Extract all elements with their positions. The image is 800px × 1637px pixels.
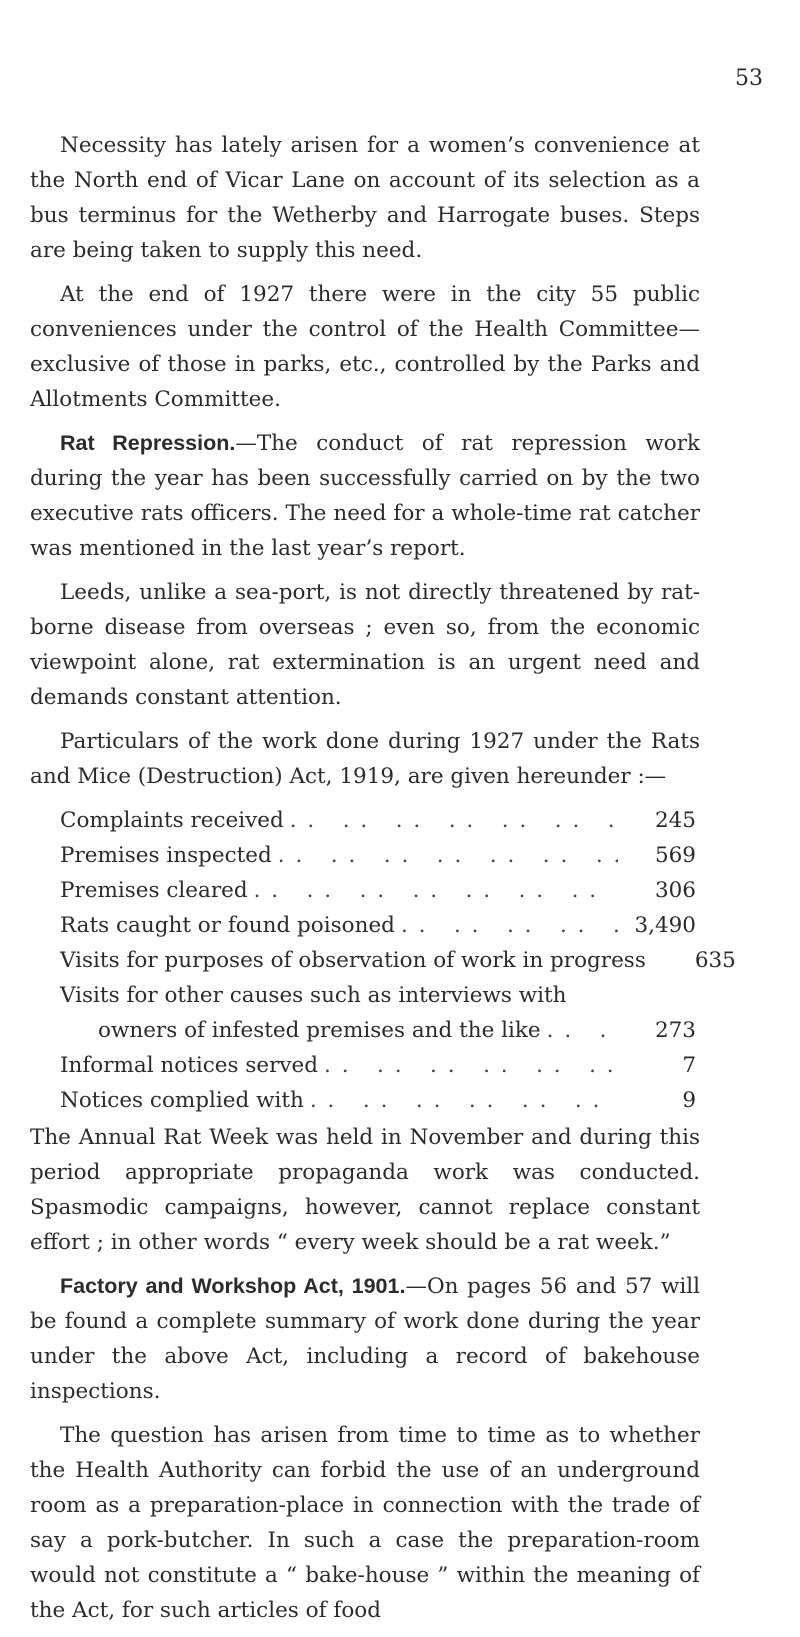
paragraph-underground-room: The question has arisen from time to time as to whether the Health Authority can forbid the use of an underground room as a preparation-place in connection with the trade of say a pork-butcher. In such a case the preparation-room would not constitute a “ bake-house ” within the meaning of the Act, for such articles of food: [30, 1423, 700, 1623]
stat-row: [60, 1048, 700, 1083]
leader-dots: [248, 873, 618, 908]
stat-row: [60, 908, 700, 943]
stat-value: 245: [654, 808, 696, 833]
page-number: 53: [735, 66, 763, 91]
paragraph-womens-convenience: Necessity has lately arisen for a women’s convenience at the North end of Vicar Lane on account of its selection as a bus terminus for the Wetherby and Harrogate buses. Steps are being taken to supply this need.: [30, 133, 700, 263]
stat-row: [60, 943, 736, 978]
paragraph-rat-week: The Annual Rat Week was held in November and during this period appropriate propaganda work was conducted. Spasmodic campaigns, however, cannot replace constant effort ; in other words “ every week should be a rat week.”: [30, 1125, 700, 1255]
document-body: [30, 128, 736, 1637]
paragraph-public-conveniences: At the end of 1927 there were in the city 55 public conveniences under the control of the Health Committee—exclusive of those in parks, etc., controlled by the Parks and Allotments Committee.: [30, 282, 700, 412]
stat-row-continuation: [60, 1013, 700, 1048]
stat-label: Premises inspected: [60, 843, 272, 868]
rat-statistics-list: [30, 803, 736, 1118]
stat-value: 273: [654, 1018, 696, 1043]
stat-row: [60, 803, 700, 838]
paragraph-rat-repression: [30, 426, 700, 566]
stat-label: Premises cleared: [60, 878, 248, 903]
paragraph-sea-port: Leeds, unlike a sea-port, is not directly threatened by rat-borne disease from overseas ; even so, from the economic viewpoint alone, rat extermination is an urgent need and demands constant attention.: [30, 580, 700, 710]
stat-label: Visits for other causes such as interviews with: [60, 983, 567, 1008]
section-heading-factory-workshop: Factory and Workshop Act, 1901.: [60, 1274, 406, 1298]
stat-row: [60, 978, 700, 1048]
paragraph-particulars: Particulars of the work done during 1927 under the Rats and Mice (Destruction) Act, 1919, are given hereunder :—: [30, 729, 700, 789]
stat-label: Informal notices served: [60, 1053, 319, 1078]
stat-label: Complaints received: [60, 808, 284, 833]
stat-value: 635: [694, 948, 736, 973]
stat-value: 7: [682, 1053, 696, 1078]
stat-value: 9: [682, 1088, 696, 1113]
stat-label: Visits for purposes of observation of work in progress: [60, 948, 646, 973]
leader-dots: [304, 1083, 618, 1118]
stat-label-continuation: owners of infested premises and the like: [98, 1018, 541, 1043]
stat-value: 306: [654, 878, 696, 903]
stat-value: 569: [654, 843, 696, 868]
stat-label: Rats caught or found poisoned: [60, 913, 395, 938]
stat-row: [60, 838, 700, 873]
stat-value: 3,490: [634, 913, 696, 938]
leader-dots: [318, 1048, 618, 1083]
stat-row: [60, 1083, 700, 1118]
stat-row: [60, 873, 700, 908]
paragraph-factory-workshop-text: —On pages 56 and 57 will be found a complete summary of work done during the year under the above Act, including a record of bakehouse inspections.: [30, 1274, 700, 1404]
leader-dots: [284, 803, 618, 838]
leader-dots: [395, 908, 618, 943]
leader-dots: [272, 838, 618, 873]
stat-label: Notices complied with: [60, 1088, 304, 1113]
paragraph-factory-workshop: [30, 1269, 700, 1409]
paragraph-rat-repression-text: —The conduct of rat repression work during the year has been successfully carried on by the two executive rats officers. The need for a whole-time rat catcher was mentioned in the last year’s report.: [30, 431, 701, 561]
section-heading-rat-repression: Rat Repression.: [60, 431, 236, 455]
leader-dots: [541, 1013, 618, 1048]
